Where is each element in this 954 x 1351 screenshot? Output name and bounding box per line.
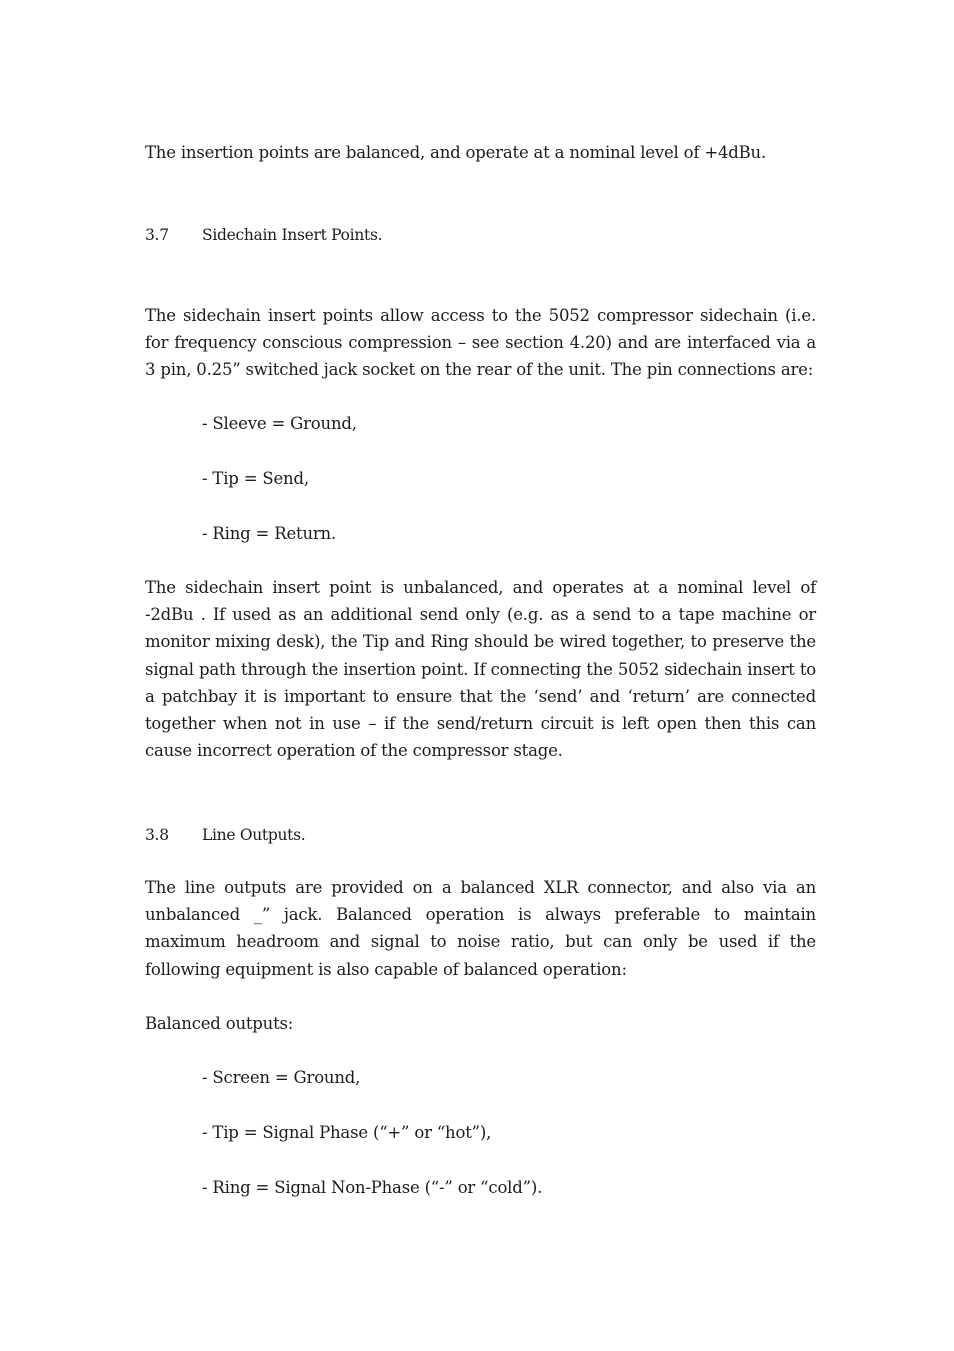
section-3-8-number: 3.8 — [145, 826, 169, 844]
section-3-8-title: Line Outputs. — [202, 826, 306, 844]
intro-paragraph: The insertion points are balanced, and operate at a nominal level of +4dBu. — [145, 143, 767, 162]
output-pin-tip: - Tip = Signal Phase (“+” or “hot”), — [202, 1123, 492, 1142]
sidechain-paragraph-1: The sidechain insert points allow access to the 5052 compressor sidechain (i.e. for frequency conscious compression – see section 4.20) and are interfaced via a 3 pin, 0.25” switched jack socket on the rear of the unit. The pin connections are: — [145, 306, 816, 380]
section-3-7-heading — [145, 224, 382, 246]
sidechain-pin-sleeve: - Sleeve = Ground, — [202, 414, 357, 433]
output-pin-screen: - Screen = Ground, — [202, 1068, 361, 1087]
balanced-outputs-label: Balanced outputs: — [145, 1014, 294, 1033]
line-outputs-paragraph: The line outputs are provided on a balanced XLR connector, and also via an unbalanced _” jack. Balanced operation is always preferable to maintain maximum headroom and signal to noise ratio, but can only be used if the following equipment is also capable of balanced operation: — [145, 878, 816, 979]
section-3-8-heading — [145, 824, 305, 846]
output-pin-ring: - Ring = Signal Non-Phase (“-” or “cold”). — [202, 1178, 543, 1197]
sidechain-pin-ring: - Ring = Return. — [202, 524, 337, 543]
section-3-7-title: Sidechain Insert Points. — [202, 226, 383, 244]
sidechain-paragraph-2: The sidechain insert point is unbalanced, and operates at a nominal level of -2dBu . If used as an additional send only (e.g. as a send to a tape machine or monitor mixing desk), the Tip and Ring should be wired together, to preserve the signal path through the insertion point. If connecting the 5052 sidechain insert to a patchbay it is important to ensure that the ‘send’ and ‘return’ are connected together when not in use – if the send/return circuit is left open then this can cause incorrect operation of the compressor stage. — [145, 578, 816, 761]
sidechain-pin-tip: - Tip = Send, — [202, 469, 309, 488]
section-3-7-number: 3.7 — [145, 226, 169, 244]
